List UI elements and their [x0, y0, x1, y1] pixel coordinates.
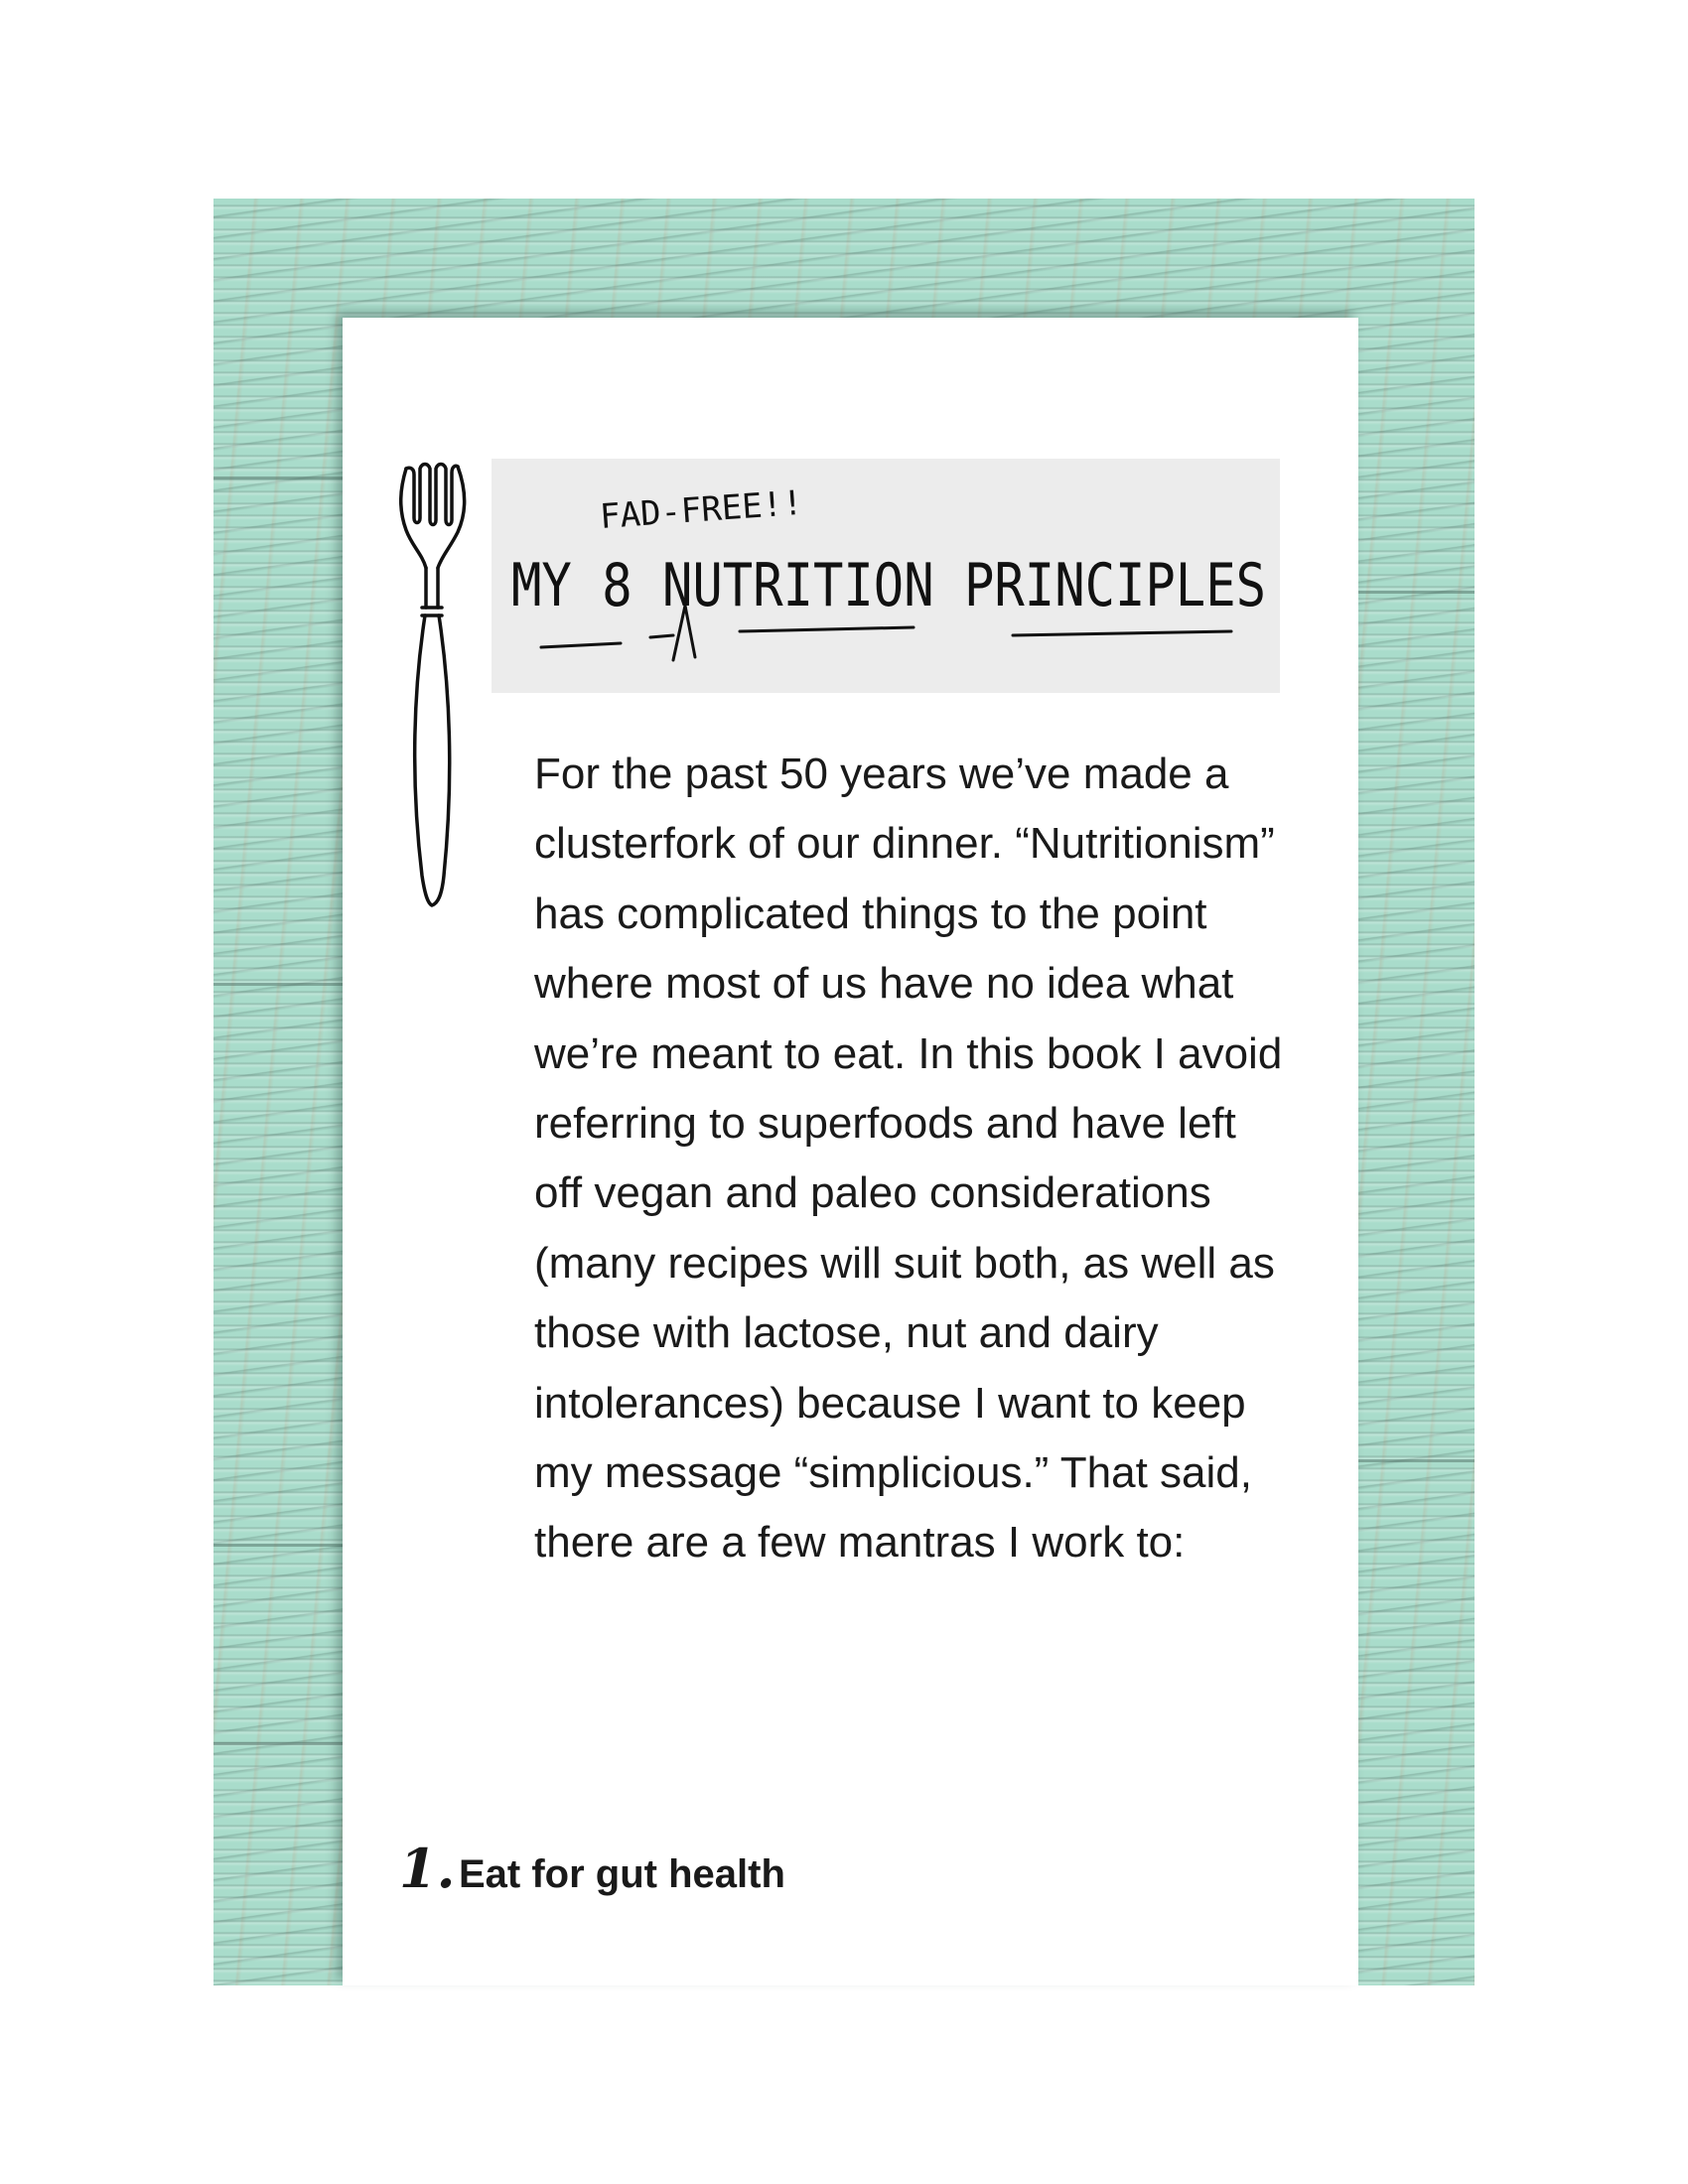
principle-item [399, 1837, 785, 1900]
intro-paragraph: For the past 50 years we’ve made a clusterfork of our dinner. “Nutritionism” has complicated things to the point where most of us have no idea what we’re meant to eat. In this book I avoid referring to superfoods and have left off vegan and paleo considerations (many recipes will suit both, as well as those with lactose, nut and dairy intolerances) because I want to keep my message “simplicious.” That said, there are a few mantras I work to: [534, 750, 1283, 1568]
fork-icon [392, 459, 482, 915]
title-annotation: FAD-FREE!! [598, 482, 804, 537]
principle-number: 1. [399, 1837, 456, 1900]
page-title [496, 482, 1281, 685]
principle-label: Eat for gut health [459, 1852, 785, 1896]
title-text: MY 8 NUTRITION PRINCIPLES [511, 551, 1266, 620]
